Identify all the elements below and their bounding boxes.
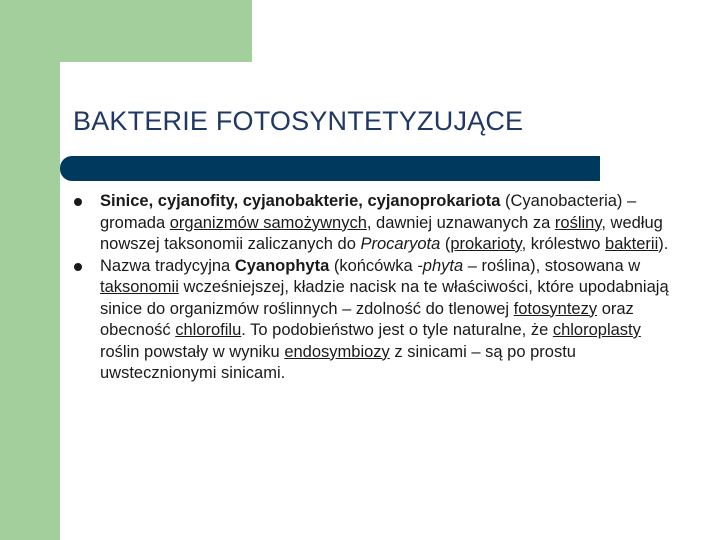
term-phyta: -phyta	[417, 256, 464, 275]
bullet-text: z sinicami – są po prostu uwstecznionymi sinicami.	[100, 342, 576, 382]
link-bakterii[interactable]: bakterii	[605, 235, 659, 253]
link-rosliny[interactable]: rośliny	[554, 213, 602, 232]
link-chlorofilu[interactable]: chlorofilu	[175, 321, 242, 339]
term-sinice: Sinice, cyjanofity, cyjanobakterie, cyjanoprokariota	[100, 192, 501, 210]
green-decor-left	[0, 0, 60, 540]
link-taksonomii[interactable]: taksonomii	[100, 278, 179, 296]
slide-title: BAKTERIE FOTOSYNTETYZUJĄCE	[73, 106, 524, 136]
bullet-text: – roślina), stosowana w	[463, 256, 641, 275]
link-endosymbiozy[interactable]: endosymbiozy	[284, 342, 390, 361]
bullet-text: (	[440, 235, 451, 253]
bullet-item-sinice	[73, 191, 673, 256]
link-chloroplasty[interactable]: chloroplasty	[552, 321, 641, 339]
bullet-text: (końcówka	[329, 256, 418, 275]
bullet-text: Nazwa tradycyjna	[100, 256, 235, 275]
bullet-text: wcześniejszej, kładzie nacisk na te właściwości, które upodabniają sinice do organizmów roślinnych – zdolność do tlenowej	[100, 278, 669, 318]
link-organizmow-samozywnych[interactable]: organizmów samożywnych	[169, 213, 367, 232]
bullet-text: oraz obecność	[100, 299, 634, 339]
link-prokarioty[interactable]: prokarioty	[450, 235, 522, 253]
bullet-text: , według nowszej taksonomii zaliczanych do	[100, 213, 663, 253]
bullet-text: . To podobieństwo jest o tyle naturalne, że	[241, 321, 553, 339]
bullet-text: , dawniej uznawanych za	[366, 213, 555, 232]
bullet-text: ).	[658, 235, 669, 253]
bullet-text: , królestwo	[521, 235, 606, 253]
bullet-text: (Cyanobacteria) – gromada	[100, 192, 637, 232]
bullet-item-nazwa	[73, 256, 673, 385]
term-cyanophyta: Cyanophyta	[234, 256, 330, 275]
link-fotosyntezy[interactable]: fotosyntezy	[513, 299, 598, 318]
term-procaryota: Procaryota	[360, 235, 441, 253]
bullet-dot-icon	[74, 263, 82, 271]
bullet-list	[73, 191, 673, 385]
bullet-dot-icon	[74, 198, 82, 206]
bullet-text: roślin powstały w wyniku	[100, 342, 285, 361]
title-divider-bar	[60, 156, 600, 181]
